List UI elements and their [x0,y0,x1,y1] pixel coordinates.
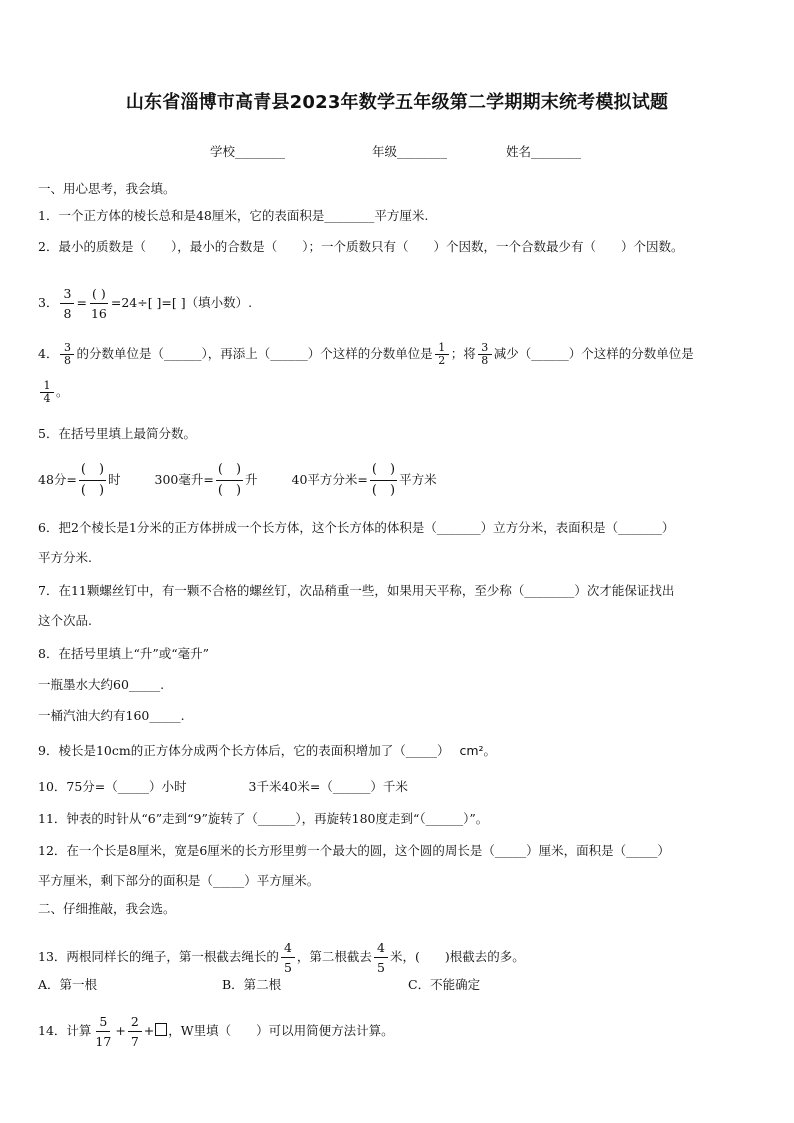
question-13-options [38,976,480,994]
question-14: 14．计算 $\frac{5}{17}$ + $\frac{2}{7}$ + ，W里填（ ）可以用简便方法计算。 [38,1014,394,1049]
question-5-items: 48分= $\frac{( )}{( )}$ 时 300毫升= $\frac{( )}{( )}$ 升 40平方分米= $\frac{( )}{( )}$ 平方米 [38,460,437,501]
fraction-3-8: $\frac{3}{8}$ [60,342,74,367]
question-3: 3． $\frac{3}{8}$ = $\frac{( )}{16}$ =24÷[ ]=[ ]（填小数）. [38,286,253,321]
question-8-a: 一瓶墨水大约60_____. [38,677,165,692]
exam-title: 山东省淄博市高青县2023年数学五年级第二学期期末统考模拟试题 [125,92,669,113]
name-field: 姓名________ [506,144,582,159]
fraction-blank: $\frac{( )}{( )}$ [371,462,396,498]
question-2: 2．最小的质数是（ ），最小的合数是（ ）；一个质数只有（ ）个因数，一个合数最少有（ ）个因数。 [38,239,684,254]
question-5-stem: 5．在括号里填上最简分数。 [38,426,196,441]
section-1-heading: 一、用心思考，我会填。 [38,181,176,196]
fraction-4-5-b: $\frac{4}{5}$ [374,938,388,977]
question-12-cont: 平方厘米，剩下部分的面积是（_____）平方厘米。 [38,873,320,888]
fraction-5-17: $\frac{5}{17}$ [95,1014,112,1049]
question-7-cont: 这个次品. [38,613,92,628]
section-2-heading: 二、仔细推敲，我会选。 [38,901,176,916]
question-6-cont: 平方分米. [38,550,92,565]
question-1: 1．一个正方体的棱长总和是48厘米，它的表面积是________平方厘米. [38,208,429,223]
fraction-4-5: $\frac{4}{5}$ [281,938,295,977]
fraction-blank: $\frac{( )}{( )}$ [217,462,242,498]
fraction-blank-16: $\frac{( )}{16}$ [90,286,107,321]
option-b: B．第二根 [222,977,282,992]
question-3-number: 3． [38,295,59,310]
question-8-stem: 8．在括号里填上“升”或“毫升” [38,646,210,661]
fraction-1-2: $\frac{1}{2}$ [435,342,449,367]
question-4: 4． $\frac{3}{8}$ 的分数单位是（______），再添上（______）个这样的分数单位是 $\frac{1}{2}$ ；将 $\frac{3}{8}$ 减少（______）个这样的分数单位是 [38,341,694,367]
question-6: 6．把2个棱长是1分米的正方体拼成一个长方体，这个长方体的体积是（_______）立方分米，表面积是（_______） [38,520,675,535]
option-a: A．第一根 [38,977,98,992]
question-3-tail: =24÷[ ]=[ ]（填小数）. [110,295,253,310]
question-11: 11．钟表的时针从“6”走到“9”旋转了（______），再旋转180度走到“（______）”。 [38,811,489,826]
question-4-cont: $\frac{1}{4}$ 。 [38,380,69,405]
school-field: 学校________ [210,144,286,159]
question-7: 7．在11颗螺丝钉中，有一颗不合格的螺丝钉，次品稍重一些，如果用天平称，至少称（________）次才能保证找出 [38,583,675,598]
option-c: C．不能确定 [408,977,481,992]
question-8-b: 一桶汽油大约有160_____. [38,708,185,723]
fraction-3-8-b: $\frac{3}{8}$ [478,342,492,367]
unit-cm2: cm² [459,743,484,758]
grade-field: 年级________ [372,144,448,159]
fraction-blank: $\frac{( )}{( )}$ [80,462,105,498]
fraction-3-8: $\frac{3}{8}$ [60,284,74,323]
fraction-1-4: $\frac{1}{4}$ [40,380,54,405]
fraction-2-7: $\frac{2}{7}$ [128,1012,142,1051]
question-13: 13．两根同样长的绳子，第一根截去绳长的 $\frac{4}{5}$ ，第二根截去 $\frac{4}{5}$ 米，( )根截去的多。 [38,940,525,975]
question-10: 10．75分=（_____）小时 3千米40米=（______）千米 [38,779,408,794]
question-12: 12．在一个长是8厘米，宽是6厘米的长方形里剪一个最大的圆，这个圆的周长是（_____）厘米，面积是（_____） [38,843,670,858]
blank-box-icon [155,1023,167,1036]
question-9: 9．棱长是10cm的正方体分成两个长方体后，它的表面积增加了（_____） cm²。 [38,743,497,758]
